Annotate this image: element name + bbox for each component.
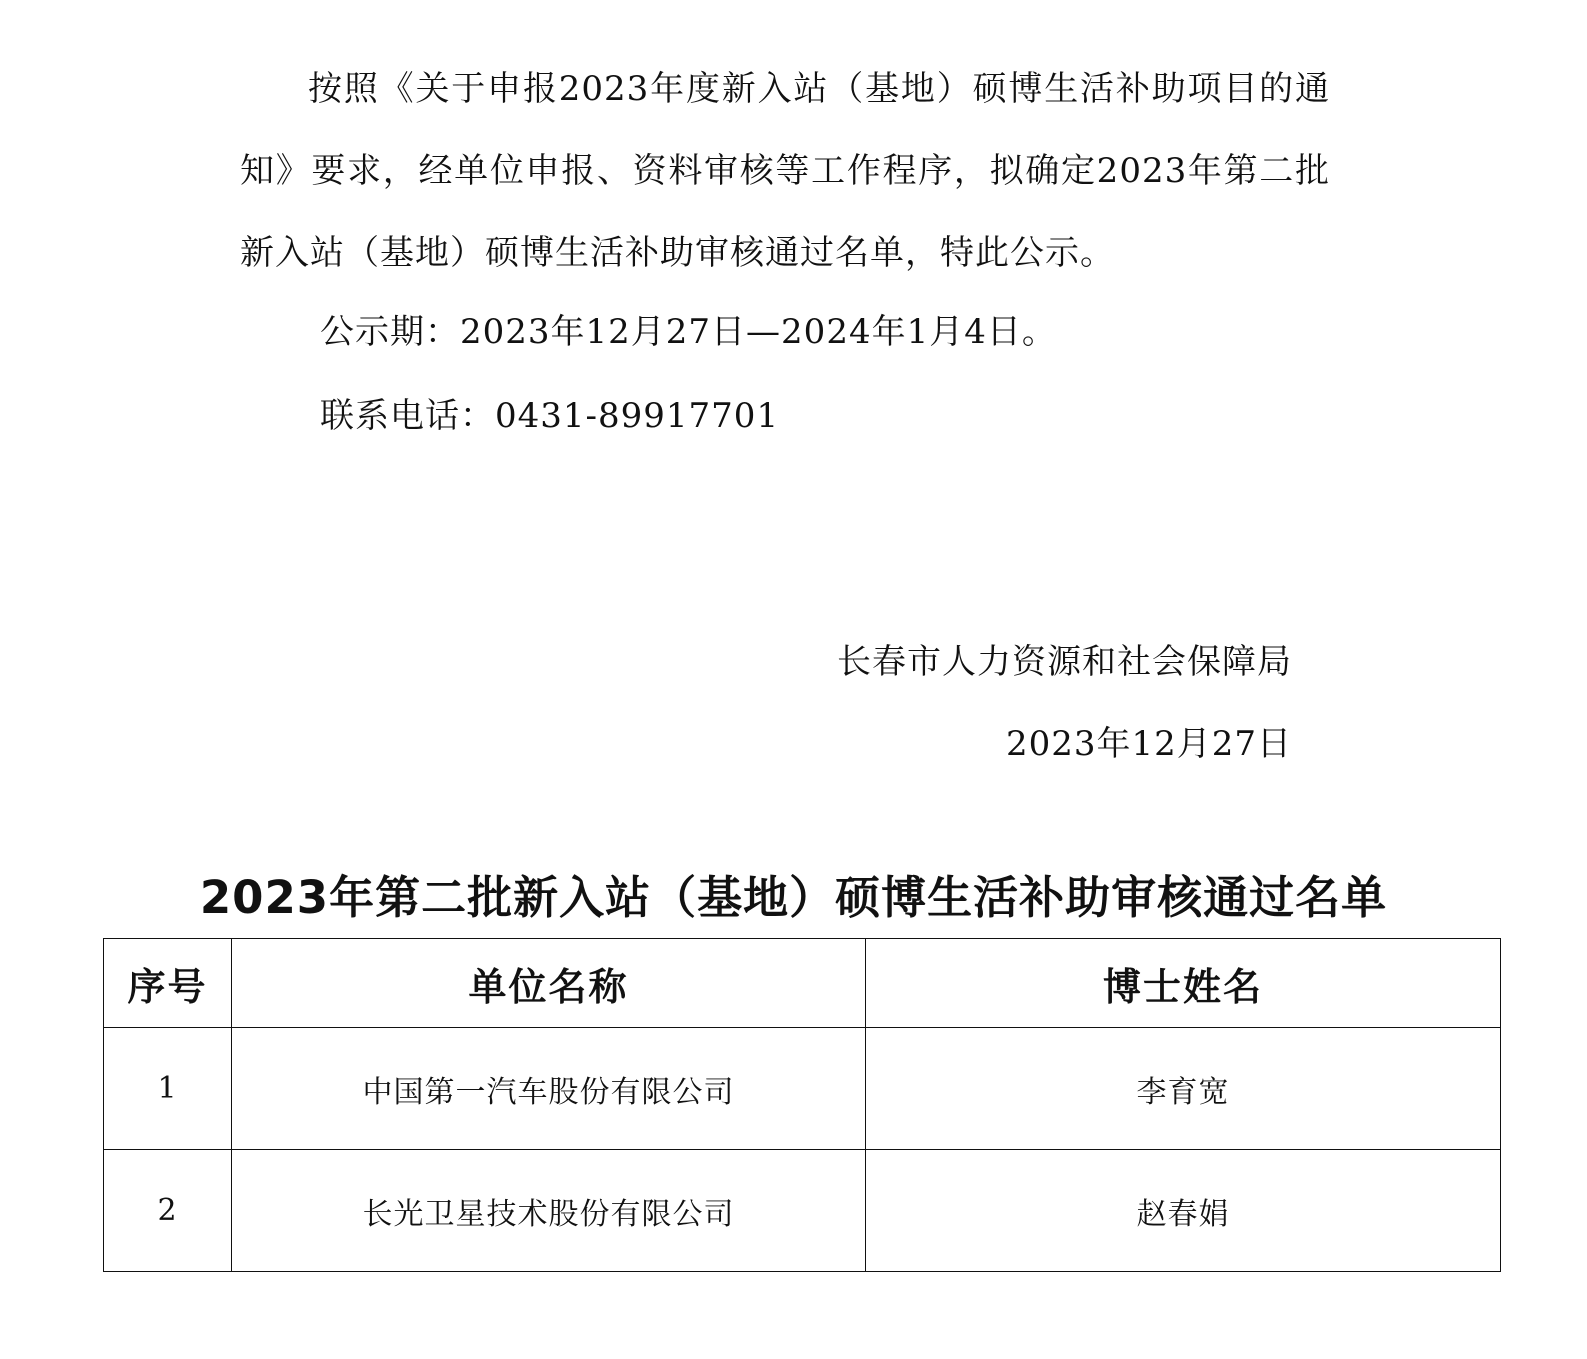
issuer-name: 长春市人力资源和社会保障局 xyxy=(837,642,1292,682)
header-serial-number: 序号 xyxy=(104,939,232,1028)
header-unit-name: 单位名称 xyxy=(232,939,866,1028)
table-row xyxy=(104,1028,1501,1150)
cell-unit-name: 中国第一汽车股份有限公司 xyxy=(232,1028,866,1150)
cell-doctor-name: 李育宽 xyxy=(866,1028,1501,1150)
approved-list-table xyxy=(103,938,1501,1272)
contact-phone: 联系电话：0431-89917701 xyxy=(320,396,780,436)
table-header-row xyxy=(104,939,1501,1028)
cell-doctor-name: 赵春娟 xyxy=(866,1150,1501,1272)
issue-date: 2023年12月27日 xyxy=(1005,724,1292,764)
cell-serial-number: 1 xyxy=(104,1028,232,1150)
table-row xyxy=(104,1150,1501,1272)
header-doctor-name: 博士姓名 xyxy=(866,939,1501,1028)
notice-paragraph: 按照《关于申报2023年度新入站（基地）硕博生活补助项目的通知》要求，经单位申报、资料审核等工作程序，拟确定2023年第二批新入站（基地）硕博生活补助审核通过名单，特此公示。 xyxy=(240,69,1330,273)
list-title: 2023年第二批新入站（基地）硕博生活补助审核通过名单 xyxy=(199,871,1388,924)
cell-unit-name: 长光卫星技术股份有限公司 xyxy=(232,1150,866,1272)
notice-period: 公示期：2023年12月27日—2024年1月4日。 xyxy=(320,312,1057,352)
cell-serial-number: 2 xyxy=(104,1150,232,1272)
